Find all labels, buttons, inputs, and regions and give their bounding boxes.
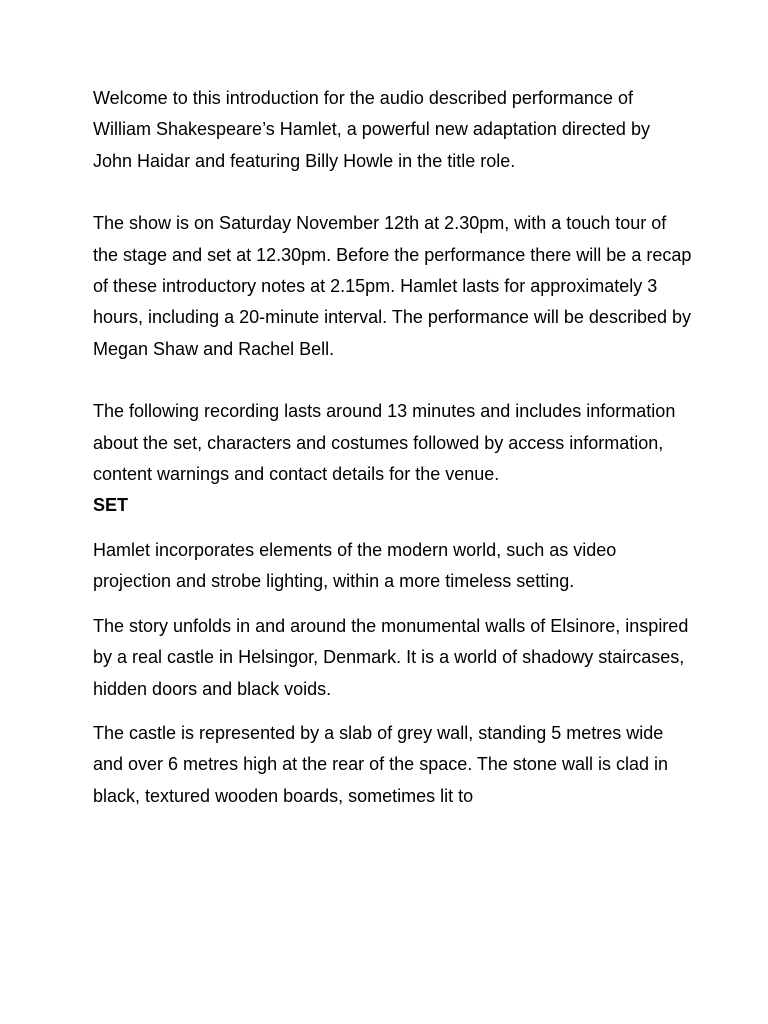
section-heading-set: SET <box>93 495 129 516</box>
document-page <box>93 83 693 812</box>
intro-paragraph-recording: The following recording lasts around 13 minutes and includes information about the set, characters and costumes followed by access information, content warnings and contact details for the venue. <box>93 401 676 485</box>
intro-paragraph-welcome: Welcome to this introduction for the audio described performance of William Shakespeare’s Hamlet, a powerful new adaptation directed by John Haidar and featuring Billy Howle in the title role. <box>93 88 650 171</box>
intro-paragraph-schedule: The show is on Saturday November 12th at 2.30pm, with a touch tour of the stage and set at 12.30pm. Before the performance there will be a recap of these introductory notes at 2.15pm. Hamlet lasts for approximately 3 hours, including a 20-minute interval. The performance will be described by Megan Shaw and Rachel Bell. <box>93 213 692 359</box>
set-paragraph-castle-wall: The castle is represented by a slab of grey wall, standing 5 metres wide and over 6 metres high at the rear of the space. The stone wall is clad in black, textured wooden boards, sometimes lit to <box>93 722 668 806</box>
set-paragraph-elsinore: The story unfolds in and around the monumental walls of Elsinore, inspired by a real castle in Helsingor, Denmark. It is a world of shadowy staircases, hidden doors and black voids. <box>93 615 689 699</box>
set-paragraph-modern-world: Hamlet incorporates elements of the modern world, such as video projection and strobe lighting, within a more timeless setting. <box>93 539 617 592</box>
